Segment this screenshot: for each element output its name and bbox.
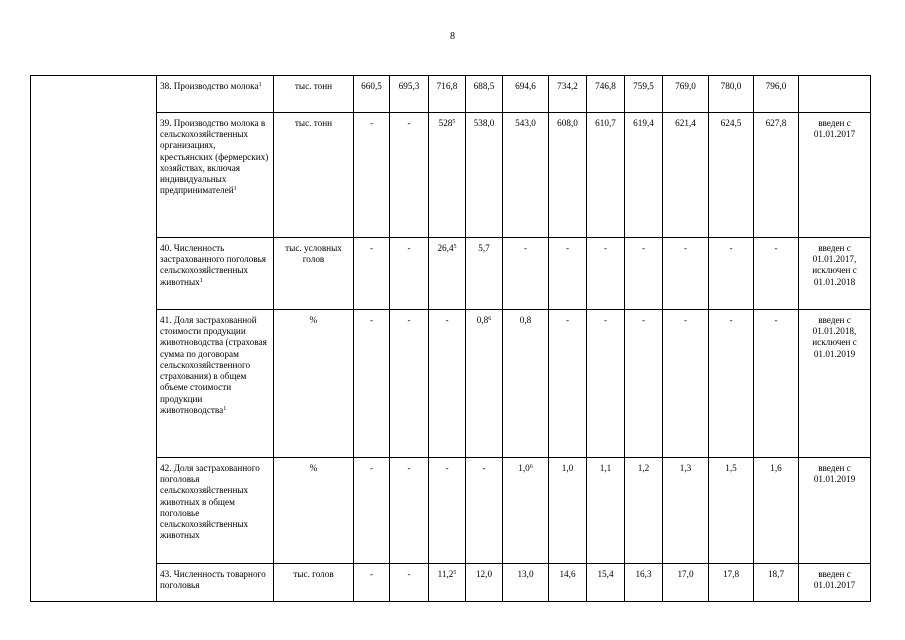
value-cell [390, 76, 429, 113]
value-text: 734,2 [557, 81, 578, 91]
value-cell [587, 564, 625, 602]
value-text: 1,1 [599, 463, 612, 473]
value-cell [625, 458, 663, 564]
value-text: - [369, 243, 374, 253]
value-cell [466, 76, 503, 113]
value-cell [754, 458, 799, 564]
value-text: 14,6 [559, 569, 576, 579]
value-cell [354, 310, 390, 458]
value-text: 627,8 [765, 118, 787, 128]
value-text: 695,3 [398, 81, 420, 91]
value-text: 694,6 [515, 81, 536, 91]
value-text: 0,8 [519, 315, 532, 325]
value-text: - [603, 243, 608, 253]
value-cell [709, 458, 754, 564]
value-cell [503, 76, 549, 113]
value-cell [429, 113, 466, 238]
value-text: 624,5 [720, 118, 742, 128]
value-text: 528 [438, 118, 453, 128]
value-cell [429, 76, 466, 113]
value-cell [709, 113, 754, 238]
value-cell [466, 458, 503, 564]
value-cell [663, 564, 709, 602]
indicator-footnote-mark: 1 [199, 277, 203, 284]
note-cell: введен с 01.01.2017 [799, 564, 871, 602]
value-cell [549, 564, 587, 602]
value-text: 619,4 [633, 118, 654, 128]
value-text: 1,0 [518, 463, 530, 473]
value-text: - [407, 118, 411, 128]
table-row [31, 76, 871, 113]
value-cell [390, 564, 429, 602]
value-text: 1,2 [637, 463, 650, 473]
value-footnote-mark: 5 [452, 119, 456, 125]
value-cell [709, 310, 754, 458]
value-cell [354, 238, 390, 310]
value-cell [466, 238, 503, 310]
value-text: 11,2 [437, 569, 454, 579]
value-footnote-mark: 6 [488, 316, 492, 322]
table-row [31, 113, 871, 238]
note-cell: введен с 01.01.2017 [799, 113, 871, 238]
value-text: - [407, 463, 411, 473]
value-cell [503, 238, 549, 310]
value-cell [663, 310, 709, 458]
value-cell [587, 238, 625, 310]
value-cell [503, 113, 549, 238]
value-cell [549, 458, 587, 564]
value-cell [587, 458, 625, 564]
indicator-name [157, 238, 274, 310]
value-cell [549, 238, 587, 310]
value-cell [503, 458, 549, 564]
value-text: 780,0 [720, 81, 742, 91]
value-text: - [683, 315, 688, 325]
value-text: - [729, 243, 733, 253]
unit-cell: % [274, 458, 354, 564]
page-number: 8 [450, 31, 455, 42]
value-cell [390, 238, 429, 310]
value-cell [587, 113, 625, 238]
value-text: - [369, 118, 374, 128]
value-text: - [729, 315, 733, 325]
table-row [31, 564, 871, 602]
value-cell [754, 310, 799, 458]
table-row [31, 458, 871, 564]
indicator-name-text: 43. Численность товарного поголовья [160, 569, 266, 591]
indicator-name-text: 39. Производство молока в сельскохозяйственных организациях, крестьянских (фермерских) хозяйствах, включая индивидуальных предпринимателей [160, 118, 269, 196]
value-cell [390, 113, 429, 238]
value-cell [549, 76, 587, 113]
value-footnote-mark: 5 [453, 244, 457, 250]
value-cell [429, 458, 466, 564]
value-cell [549, 310, 587, 458]
value-cell [466, 564, 503, 602]
value-cell [466, 310, 503, 458]
value-text: 17,8 [722, 569, 740, 579]
indicator-name [157, 310, 274, 458]
value-footnote-mark: 5 [453, 570, 457, 576]
value-cell [354, 564, 390, 602]
value-cell [625, 76, 663, 113]
value-text: - [445, 315, 449, 325]
value-cell [663, 458, 709, 564]
value-text: 15,4 [597, 569, 614, 579]
value-text: 769,0 [675, 81, 696, 91]
value-cell [625, 564, 663, 602]
value-text: 759,5 [633, 81, 654, 91]
value-cell [587, 310, 625, 458]
indicator-name [157, 76, 274, 113]
value-text: 1,0 [561, 463, 574, 473]
unit-cell: тыс. голов [274, 564, 354, 602]
value-text: 5,7 [478, 243, 490, 253]
value-text: - [369, 315, 374, 325]
value-text: 12,0 [475, 569, 493, 579]
value-text: - [641, 243, 646, 253]
value-cell [429, 564, 466, 602]
indicator-name [157, 458, 274, 564]
value-cell [625, 113, 663, 238]
value-text: - [369, 569, 374, 579]
value-text: 17,0 [677, 569, 694, 579]
value-cell [663, 113, 709, 238]
value-text: - [407, 243, 411, 253]
value-text: - [407, 315, 411, 325]
note-cell: введен с 01.01.2018, исключен с 01.01.2019 [799, 310, 871, 458]
value-cell [354, 458, 390, 564]
value-cell [625, 310, 663, 458]
value-cell [754, 238, 799, 310]
value-cell [625, 238, 663, 310]
value-text: 0,8 [476, 315, 489, 325]
value-text: - [565, 243, 570, 253]
value-text: 716,8 [436, 81, 458, 91]
value-cell [754, 76, 799, 113]
value-text: - [407, 569, 411, 579]
value-cell [354, 76, 390, 113]
value-text: - [683, 243, 688, 253]
indicator-footnote-mark: 1 [258, 82, 262, 88]
value-footnote-mark: 6 [529, 464, 533, 470]
value-cell [587, 76, 625, 113]
value-cell [354, 113, 390, 238]
value-text: 1,5 [725, 463, 737, 473]
indicator-name-text: 42. Доля застрахованного поголовья сельскохозяйственных животных в общем поголовье сельскохозяйственных животных [160, 463, 260, 541]
indicator-name [157, 113, 274, 238]
value-text: 1,6 [770, 463, 782, 473]
value-text: 538,0 [473, 118, 495, 128]
value-cell [429, 310, 466, 458]
value-cell [754, 564, 799, 602]
unit-cell: % [274, 310, 354, 458]
value-text: 688,5 [473, 81, 495, 91]
value-cell [466, 113, 503, 238]
note-cell [799, 76, 871, 113]
indicator-footnote-mark: 1 [233, 186, 237, 193]
indicator-footnote-mark: 1 [223, 405, 227, 412]
value-text: - [641, 315, 646, 325]
value-text: - [774, 243, 778, 253]
value-text: 610,7 [595, 118, 616, 128]
value-cell [503, 310, 549, 458]
value-text: 608,0 [557, 118, 578, 128]
value-cell [429, 238, 466, 310]
indicators-table [30, 75, 871, 602]
unit-cell: тыс. тонн [274, 113, 354, 238]
value-cell [663, 238, 709, 310]
value-cell [709, 76, 754, 113]
unit-cell: тыс. условных голов [274, 238, 354, 310]
value-cell [709, 564, 754, 602]
value-cell [390, 310, 429, 458]
value-cell [390, 458, 429, 564]
value-text: - [445, 463, 449, 473]
value-text: - [565, 315, 570, 325]
value-text: - [523, 243, 528, 253]
value-text: 660,5 [361, 81, 382, 91]
unit-cell: тыс. тонн [274, 76, 354, 113]
value-text: 746,8 [595, 81, 616, 91]
value-text: 1,3 [679, 463, 692, 473]
indicator-name-text: 40. Численность застрахованного поголовья сельскохозяйственных животных [160, 243, 267, 287]
value-text: 13,0 [517, 569, 534, 579]
value-text: 18,7 [767, 569, 785, 579]
indicators-table-body [31, 76, 871, 602]
indicator-name-text: 41. Доля застрахованной стоимости продукции животноводства (страховая сумма по договорам сельскохозяйственного страхования) в общем объеме стоимости продукции животноводства [160, 315, 267, 415]
value-cell [663, 76, 709, 113]
value-cell [549, 113, 587, 238]
value-text: - [774, 315, 778, 325]
note-cell: введен с 01.01.2017, исключен с 01.01.2018 [799, 238, 871, 310]
table-row [31, 310, 871, 458]
value-text: - [603, 315, 608, 325]
value-text: - [369, 463, 374, 473]
indicator-name [157, 564, 274, 602]
note-cell: введен с 01.01.2019 [799, 458, 871, 564]
blank-first-column [31, 76, 157, 602]
table-row [31, 238, 871, 310]
value-text: 26,4 [437, 243, 454, 253]
value-cell [754, 113, 799, 238]
value-text: 796,0 [765, 81, 787, 91]
value-cell [503, 564, 549, 602]
value-text: 16,3 [635, 569, 652, 579]
value-text: 543,0 [515, 118, 536, 128]
value-text: 621,4 [675, 118, 696, 128]
value-cell [709, 238, 754, 310]
indicator-name-text: 38. Производство молока [160, 81, 259, 91]
value-text: - [482, 463, 486, 473]
